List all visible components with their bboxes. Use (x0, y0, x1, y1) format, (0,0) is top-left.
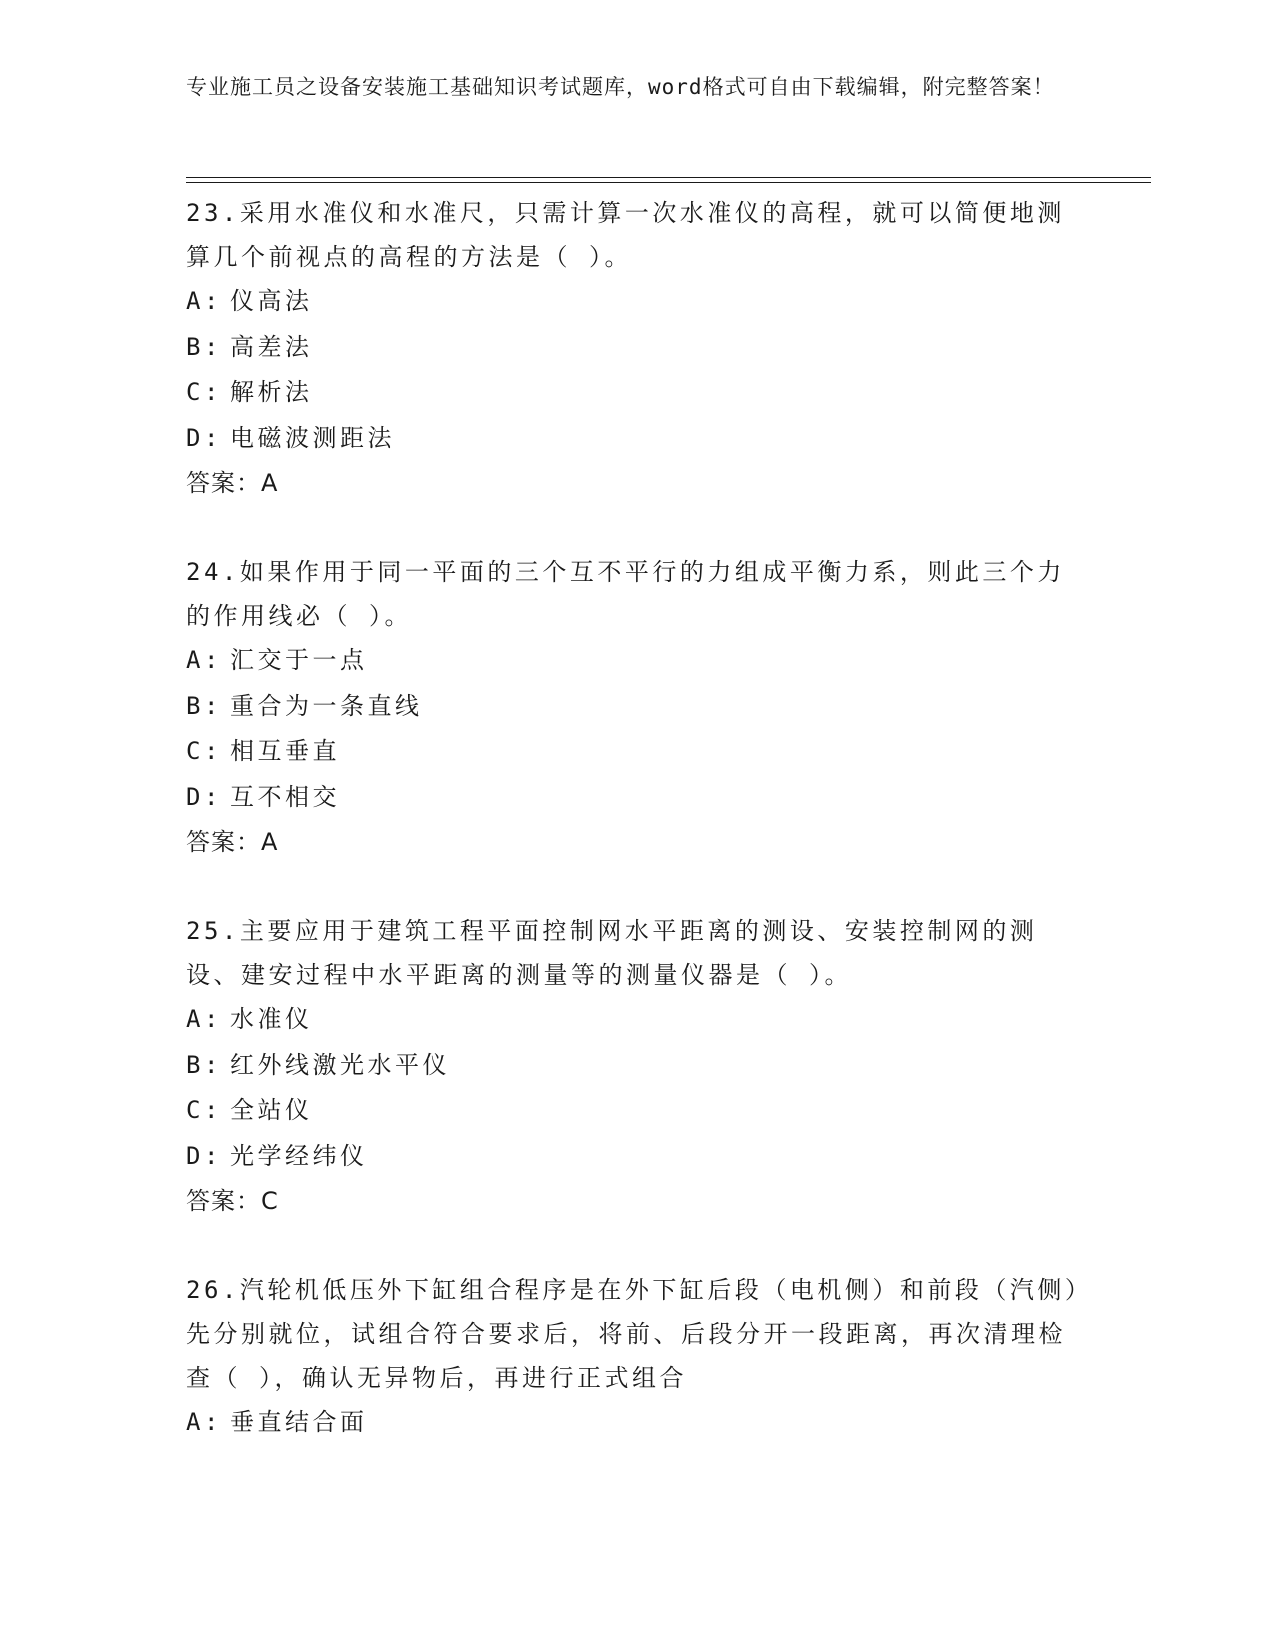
question-text: 26.汽轮机低压外下缸组合程序是在外下缸后段（电机侧）和前段（汽侧）先分别就位，试组合符合要求后，将前、后段分开一段距离，再次清理检查（ ），确认无异物后，再进行正式组合 (186, 1276, 1081, 1392)
option-key: B: (186, 1050, 222, 1079)
option-key: B: (186, 332, 222, 361)
option-text: 解析法 (230, 378, 313, 406)
option-text: 电磁波测距法 (230, 423, 395, 452)
option-key: A: (186, 287, 222, 315)
option-key: C: (186, 378, 222, 406)
header-rule-top (186, 177, 1151, 178)
question-text: 25.主要应用于建筑工程平面控制网水平距离的测设、安装控制网的测设、建安过程中水平距离的测量等的测量仪器是（ ）。 (186, 917, 1038, 989)
question-text: 24.如果作用于同一平面的三个互不平行的力组成平衡力系，则此三个力的作用线必（ ）。 (186, 558, 1065, 630)
option-text: 全站仪 (230, 1096, 313, 1124)
option-text: 水准仪 (230, 1005, 313, 1033)
option-c (186, 1088, 1086, 1134)
header-rule-bottom (186, 182, 1151, 183)
answer-line: 答案：C (186, 1187, 279, 1215)
option-a (186, 1400, 1086, 1446)
option-d (186, 416, 1086, 462)
option-a (186, 279, 1086, 325)
option-text: 垂直结合面 (230, 1408, 368, 1436)
option-key: D: (186, 1141, 222, 1170)
question-24 (186, 550, 1086, 865)
question-text: 23.采用水准仪和水准尺，只需计算一次水准仪的高程，就可以简便地测算几个前视点的高程的方法是（ ）。 (186, 199, 1065, 271)
option-d (186, 775, 1086, 821)
option-key: A: (186, 1408, 222, 1436)
option-key: C: (186, 737, 222, 765)
option-b (186, 1043, 1086, 1089)
option-text: 相互垂直 (230, 737, 340, 765)
option-d (186, 1134, 1086, 1180)
answer-line: 答案：A (186, 828, 279, 856)
option-key: B: (186, 691, 222, 720)
option-c (186, 370, 1086, 416)
document-header: 专业施工员之设备安装施工基础知识考试题库，word格式可自由下载编辑，附完整答案！ (186, 75, 1055, 99)
option-a (186, 638, 1086, 684)
option-text: 汇交于一点 (230, 646, 368, 674)
option-b (186, 684, 1086, 730)
option-text: 重合为一条直线 (230, 691, 423, 720)
question-25 (186, 909, 1086, 1224)
option-c (186, 729, 1086, 775)
option-text: 高差法 (230, 332, 313, 361)
option-text: 仪高法 (230, 287, 313, 315)
option-key: A: (186, 1005, 222, 1033)
option-key: C: (186, 1096, 222, 1124)
answer-line: 答案：A (186, 469, 279, 497)
option-text: 红外线激光水平仪 (230, 1050, 450, 1079)
option-text: 互不相交 (230, 782, 340, 811)
option-key: D: (186, 423, 222, 452)
question-23 (186, 191, 1086, 506)
option-b (186, 325, 1086, 371)
option-text: 光学经纬仪 (230, 1141, 368, 1170)
option-key: A: (186, 646, 222, 674)
question-list (186, 191, 1086, 1490)
option-key: D: (186, 782, 222, 811)
question-26 (186, 1268, 1086, 1446)
option-a (186, 997, 1086, 1043)
